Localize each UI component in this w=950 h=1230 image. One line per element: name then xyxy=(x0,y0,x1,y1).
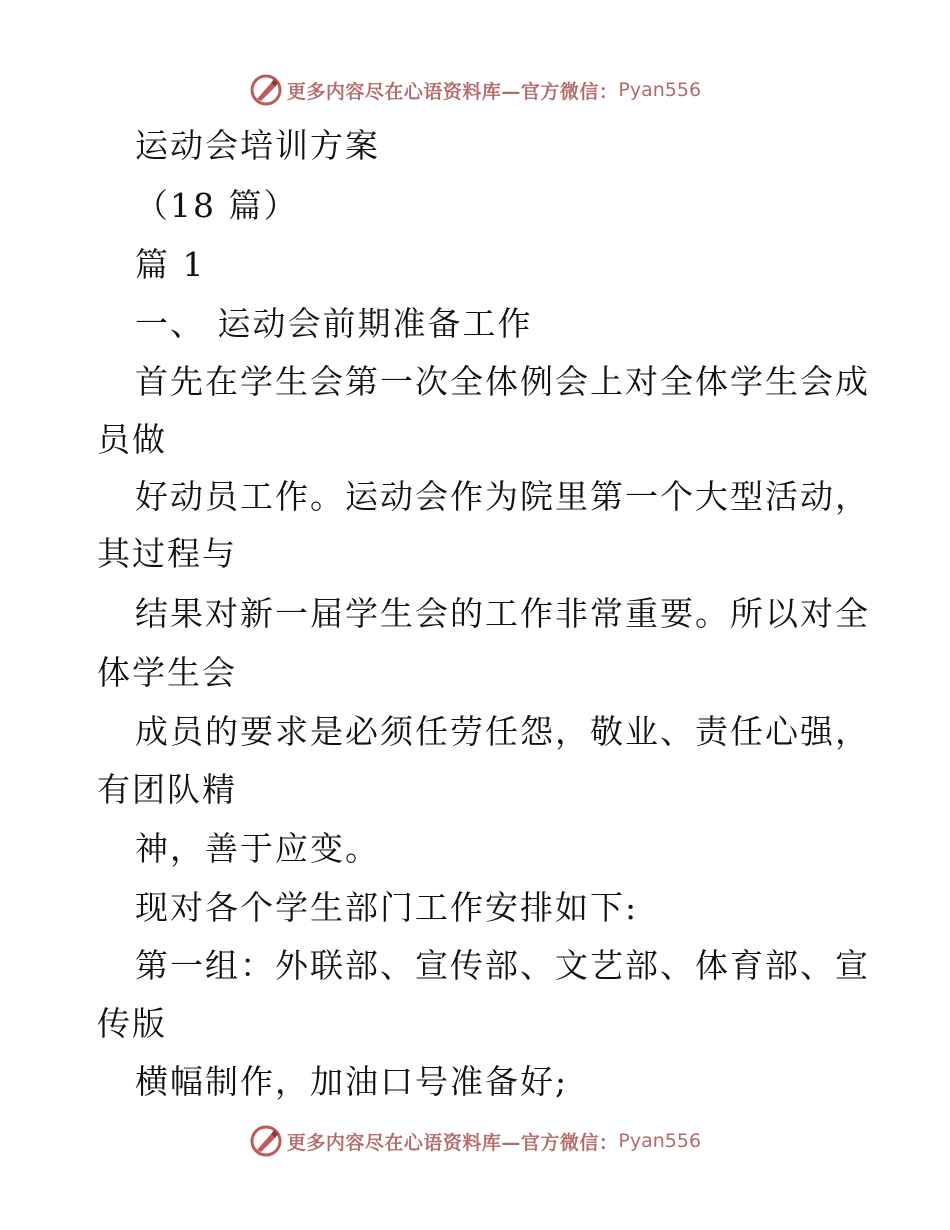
header-watermark xyxy=(0,70,950,110)
paragraph-line: 好动员工作。运动会作为院里第一个大型活动， xyxy=(135,477,870,516)
doc-title: 运动会培训方案 xyxy=(135,126,380,165)
paragraph-line: 有团队精 xyxy=(97,770,237,809)
section-label: 篇 1 xyxy=(135,245,206,284)
paragraph-line: 体学生会 xyxy=(97,653,237,692)
paragraph-line: 第一组：外联部、宣传部、文艺部、体育部、宣 xyxy=(135,946,870,985)
section-heading: 一、 运动会前期准备工作 xyxy=(135,304,533,343)
paragraph-line: 神，善于应变。 xyxy=(135,829,380,868)
paragraph-line: 其过程与 xyxy=(97,534,237,573)
paragraph-line: 横幅制作，加油口号准备好; xyxy=(135,1062,569,1101)
watermark-wechat-id: Pyan556 xyxy=(618,79,702,101)
footer-watermark xyxy=(0,1121,950,1161)
paragraph-line: 成员的要求是必须任劳任怨，敬业、责任心强， xyxy=(135,712,870,751)
pen-logo-icon xyxy=(249,1124,283,1158)
paragraph-line: 现对各个学生部门工作安排如下: xyxy=(135,888,639,927)
paragraph-line: 员做 xyxy=(97,420,167,459)
doc-subtitle: （18 篇） xyxy=(135,186,299,225)
watermark-text: 更多内容尽在心语资料库—官方微信： xyxy=(286,80,619,103)
paragraph-line: 首先在学生会第一次全体例会上对全体学生会成 xyxy=(135,362,870,401)
watermark-text: 更多内容尽在心语资料库—官方微信： xyxy=(286,1131,619,1154)
watermark-wechat-id: Pyan556 xyxy=(618,1130,702,1152)
pen-logo-icon xyxy=(249,73,283,107)
paragraph-line: 结果对新一届学生会的工作非常重要。所以对全 xyxy=(135,594,870,633)
paragraph-line: 传版 xyxy=(97,1004,167,1043)
